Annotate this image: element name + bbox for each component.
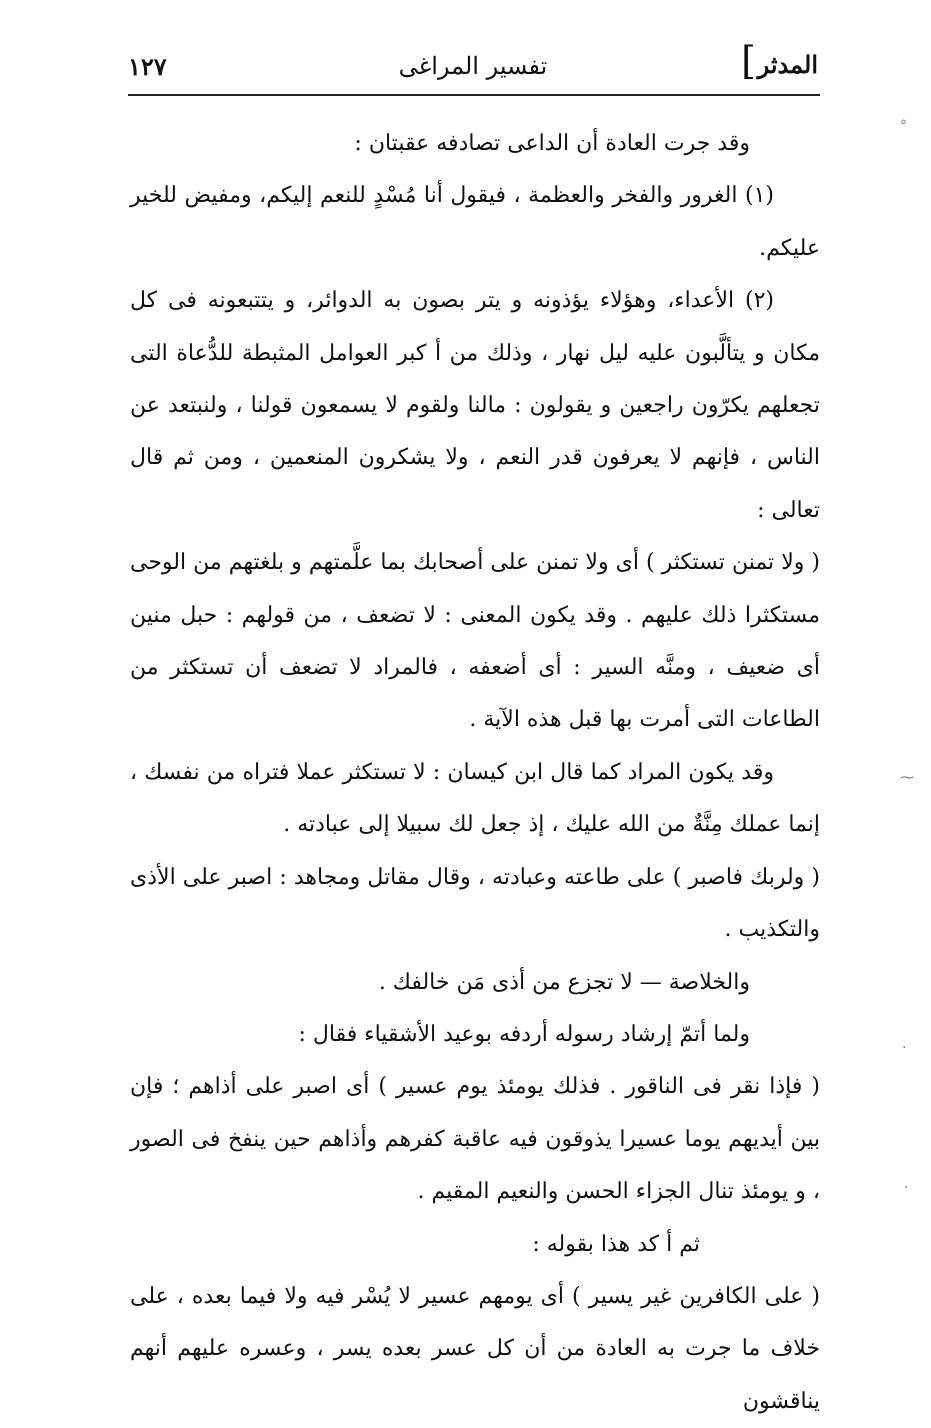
margin-mark: ⁓ [900,770,914,786]
paragraph: ( فإذا نقر فى الناقور . فذلك يومئذ يوم عسير ) أى اصبر على أذاهم ؛ فإن بين أيديهم يوما عسيرا يذوقون فيه عاقبة كفرهم وأذاهم حين ينفخ فى الصور ، و يومئذ تنال الجزاء الحسن والنعيم المقيم . [130,1074,820,1205]
paragraph: (١) الغرور والفخر والعظمة ، فيقول أنا مُسْدٍ للنعم إليكم، ومفيض للخير عليكم. [130,183,820,261]
chapter-name: المدثر [757,50,818,79]
paragraph: (٢) الأعداء، وهؤلاء يؤذونه و يتر بصون به الدوائر، و يتتبعونه فى كل مكان و يتألَّبون عليه ليل نهار ، وذلك من أ كبر العوامل المثبطة للدُّعاة التى تجعلهم يكرّون راجعين و يقولون : مالنا ولقوم لا يسمعون قولنا ، ولنبتعد عن الناس ، فإنهم لا يعرفون قدر النعم ، ولا يشكرون المنعمين ، ومن ثم قال تعالى : [130,288,820,523]
header-bracket: ] [741,39,756,83]
paragraph: ( ولربك فاصبر ) على طاعته وعبادته ، وقال مقاتل ومجاهد : اصبر على الأذى والتكذيب . [130,864,820,943]
header-rule [128,94,820,96]
margin-mark: ° [900,118,907,134]
page-number: ١٢٧ [128,52,167,81]
paragraph: وقد يكون المراد كما قال ابن كيسان : لا تستكثر عملا فتراه من نفسك ، إنما عملك مِنَّةٌ من الله عليك ، إذ جعل لك سبيلا إلى عبادته . [130,759,820,838]
paragraph: ثم أ كد هذا بقوله : [532,1231,700,1257]
paragraph: ( ولا تمنن تستكثر ) أى ولا تمنن على أصحابك بما علَّمتهم و بلغتهم من الوحى مستكثرا ذلك عليهم . وقد يكون المعنى : لا تضعف ، من قولهم : حبل منين أى ضعيف ، ومنَّه السير : أى أضعفه ، فالمراد لا تضعف أن تستكثر من الطاعات التى أمرت بها قبل هذه الآية . [130,550,820,733]
page-header [128,40,818,88]
body-text [130,118,820,1428]
book-title: تفسير المراغى [398,52,548,80]
paragraph: والخلاصة — لا تجزع من أذى مَن خالفك . [378,969,750,995]
paragraph: وقد جرت العادة أن الداعى تصادفه عقبتان : [354,131,750,156]
margin-mark: · [902,1040,907,1056]
margin-mark: · [904,1180,909,1196]
paragraph: ( على الكافرين غير يسير ) أى يومهم عسير لا يُسْر فيه ولا فيما بعده ، على خلاف ما جرت به العادة من أن كل عسر بعده يسر ، وعسره عليهم أنهم يناقشون [130,1283,820,1414]
paragraph: ولما أتمّ إرشاد رسوله أردفه بوعيد الأشقياء فقال : [298,1021,750,1047]
